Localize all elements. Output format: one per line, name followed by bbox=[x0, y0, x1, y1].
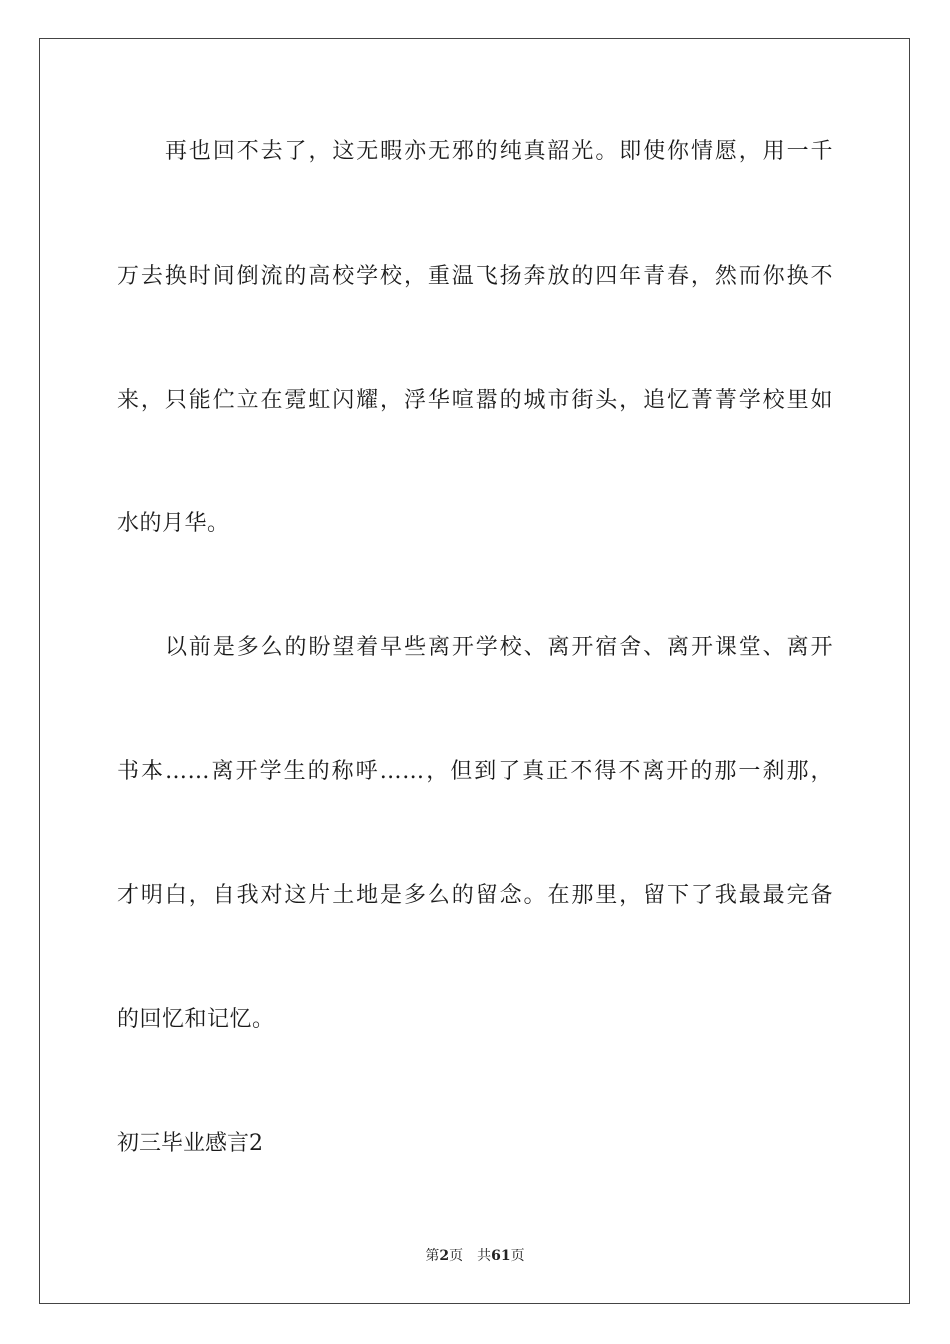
total-prefix: 共 bbox=[477, 1248, 492, 1264]
paragraph-line: 才明白，自我对这片土地是多么的留念。在那里，留下了我最最完备 bbox=[117, 883, 833, 908]
paragraph-line: 书本……离开学生的称呼……，但到了真正不得不离开的那一刹那， bbox=[117, 759, 833, 784]
page-number: 2 bbox=[439, 1248, 450, 1264]
paragraph-line: 来，只能伫立在霓虹闪耀，浮华喧嚣的城市街头，追忆菁菁学校里如 bbox=[117, 388, 833, 413]
paragraph-line: 万去换时间倒流的高校学校，重温飞扬奔放的四年青春，然而你换不 bbox=[117, 264, 833, 289]
paragraph-line: 以前是多么的盼望着早些离开学校、离开宿舍、离开课堂、离开 bbox=[165, 635, 833, 660]
total-suffix: 页 bbox=[510, 1248, 525, 1264]
section-heading: 初三毕业感言2 bbox=[117, 1131, 263, 1156]
page-prefix: 第 bbox=[425, 1248, 440, 1264]
page-footer bbox=[0, 1246, 950, 1266]
paragraph-line: 水的月华。 bbox=[117, 511, 230, 536]
page-suffix: 页 bbox=[449, 1248, 464, 1264]
page-frame bbox=[39, 38, 910, 1304]
total-pages: 61 bbox=[491, 1248, 511, 1264]
paragraph-line: 的回忆和记忆。 bbox=[117, 1007, 275, 1032]
paragraph-line: 再也回不去了，这无暇亦无邪的纯真韶光。即使你情愿，用一千 bbox=[165, 139, 833, 164]
